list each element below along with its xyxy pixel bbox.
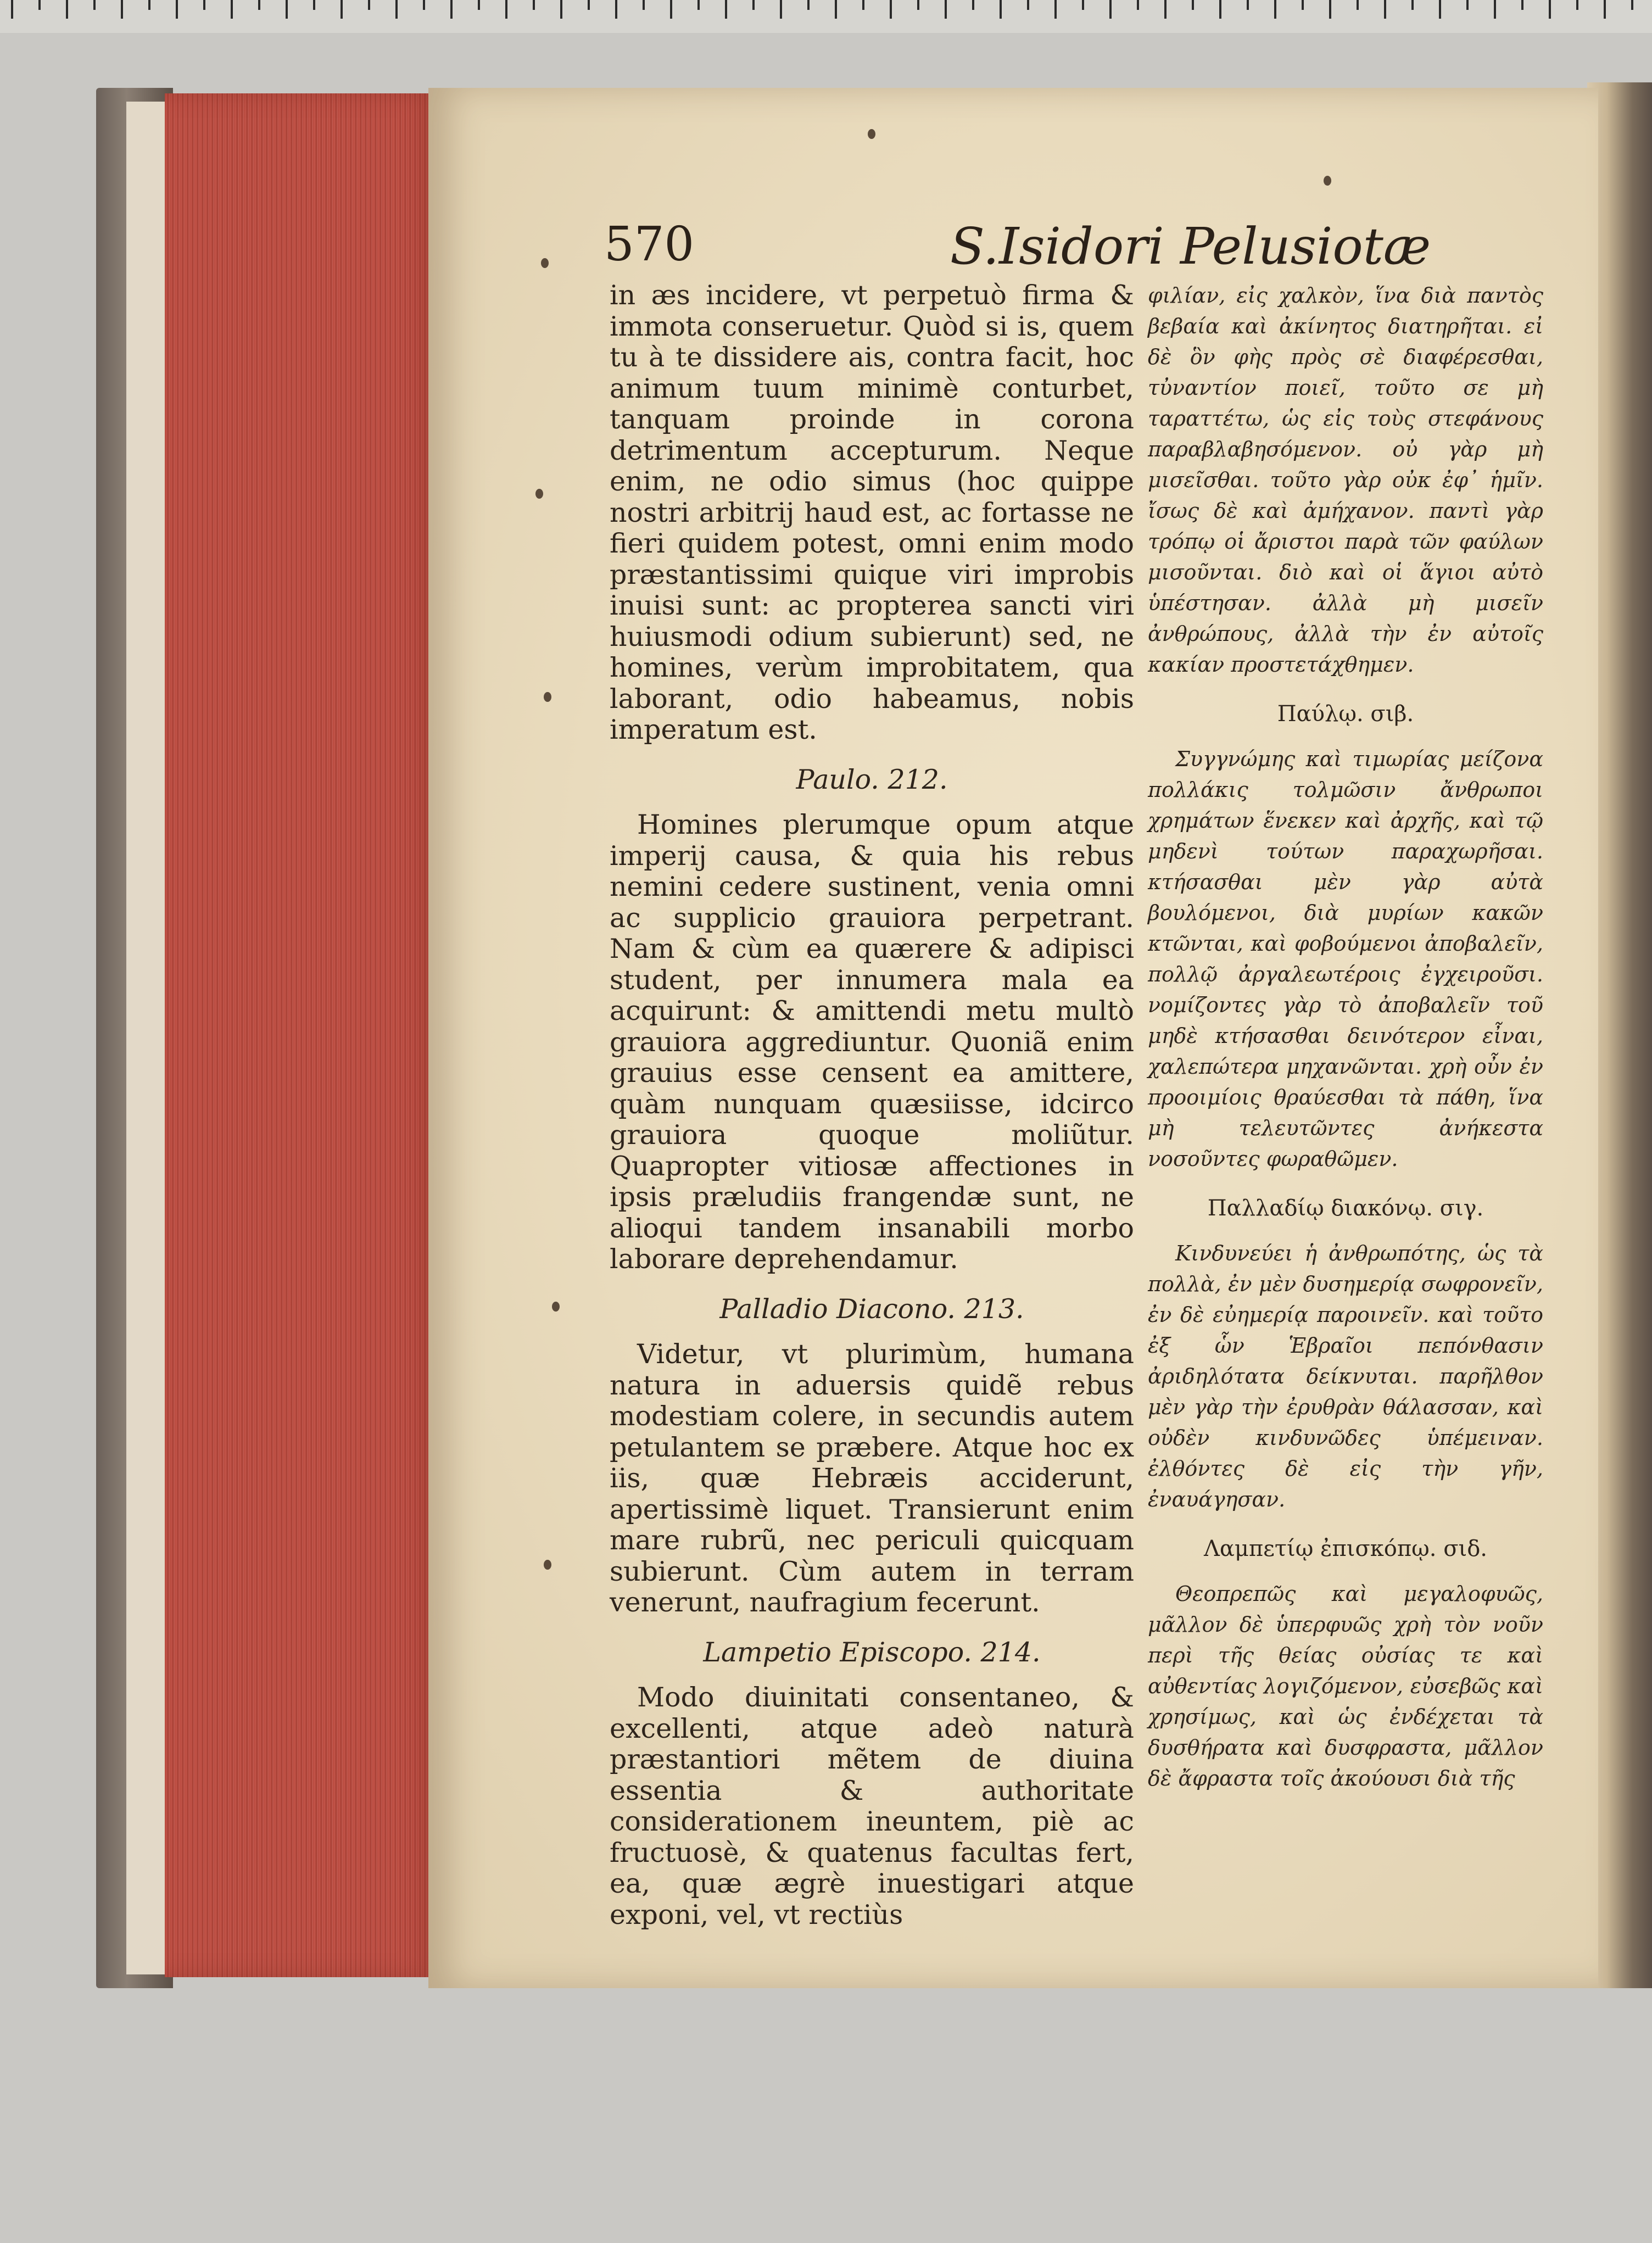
ruler-tick <box>588 0 590 10</box>
ruler-tick <box>1329 0 1331 19</box>
ruler-tick <box>752 0 755 10</box>
ruler-tick <box>423 0 425 10</box>
ruler-tick <box>203 0 205 10</box>
ruler-tick <box>533 0 535 10</box>
ruler-tick <box>66 0 68 19</box>
ruler-tick <box>1631 0 1633 10</box>
ruler-tick <box>1027 0 1029 10</box>
ruler-tick <box>368 0 370 10</box>
ruler-tick <box>725 0 727 19</box>
latin-letter-214: Modo diuinitati consentaneo, & excellenti, atque adeò naturà præstantiori mẽtem de diuina essentia & authoritate considerationem ineuntem, piè ac fructuosè, & quatenus facultas fert, ea, quæ ægrè inuestigari atque exponi, vel, vt rectiùs <box>610 1682 1134 1930</box>
ruler-tick <box>1549 0 1551 19</box>
ruler-tick <box>1604 0 1606 19</box>
red-page-edges <box>165 93 439 1977</box>
ruler-tick <box>450 0 453 19</box>
ruler-tick <box>890 0 892 19</box>
ruler-tick <box>1000 0 1002 19</box>
ruler-tick <box>1357 0 1359 10</box>
ruler-tick <box>11 0 13 19</box>
latin-letter-heading-212: Paulo. 212. <box>796 763 948 795</box>
ruler-tick <box>1192 0 1194 10</box>
ruler-tick <box>231 0 233 19</box>
ruler-tick <box>1082 0 1084 10</box>
ruler-tick <box>560 0 562 19</box>
ruler-tick <box>1137 0 1139 10</box>
greek-letter-214: Θεοπρεπῶς καὶ μεγαλοφυῶς, μᾶλλον δὲ ὑπερφυῶς χρὴ τὸν νοῦν περὶ τῆς θείας οὐσίας τε καὶ αὐθεντίας λογιζόμενον, εὐσεβῶς καὶ χρησίμως, καὶ ὡς ἐνδέχεται τὰ δυσθήρατα καὶ δυσφραστα, μᾶλλον δὲ ἄφραστα τοῖς ἀκούουσι διὰ τῆς <box>1148 1582 1543 1790</box>
page-header <box>604 217 1505 288</box>
ruler-tick <box>643 0 645 10</box>
ruler-tick <box>1494 0 1496 19</box>
latin-letter-212: Homines plerumque opum atque imperij causa, & quia his rebus nemini cedere sustinent, venia omni ac supplicio grauiora perpetrant. Nam & cùm ea quærere & adipisci student, per innumera mala ea acquirunt: & amittendi metu multò grauiora aggrediuntur. Quoniã enim grauius esse censent ea amittere, quàm nunquam quæsiisse, idcirco grauiora quoque moliũtur. Quapropter vitiosæ affectiones in ipsis præludiis frangendæ sunt, ne alioqui tandem insanabili morbo laborare deprehendamur. <box>610 809 1134 1275</box>
ruler-tick <box>1384 0 1386 19</box>
ruler-tick <box>38 0 41 10</box>
ruler-tick <box>1411 0 1414 10</box>
ruler-tick <box>917 0 919 10</box>
ruler-tick <box>615 0 617 19</box>
ruler-tick <box>972 0 974 10</box>
ruler-tick <box>121 0 123 19</box>
ruler-tick <box>670 0 672 19</box>
worm-hole <box>868 129 875 139</box>
ruler-tick <box>148 0 150 10</box>
greek-letter-heading-213: Παλλαδίῳ διακόνῳ. σιγ. <box>1207 1196 1484 1221</box>
latin-letter-heading-214: Lampetio Episcopo. 214. <box>703 1636 1041 1668</box>
greek-column <box>1148 280 1543 1794</box>
ruler-tick <box>945 0 947 19</box>
ruler-tick <box>1109 0 1112 19</box>
ruler-tick <box>1439 0 1441 19</box>
ruler-tick <box>395 0 398 19</box>
ruler-tick <box>835 0 837 19</box>
ruler-tick <box>807 0 810 10</box>
ruler-tick <box>1466 0 1469 10</box>
ruler-tick <box>697 0 700 10</box>
worm-hole <box>541 258 549 268</box>
latin-intro-paragraph: in æs incidere, vt perpetuò firma & immota conseruetur. Quòd si is, quem tu à te dissidere ais, contra facit, hoc animum tuum minimè conturbet, tanquam proinde in corona detrimentum accepturum. Neque enim, ne odio simus (hoc quippe nostri arbitrij haud est, ac fortasse ne fieri quidem potest, omni enim modo præstantissimi quique viri improbis inuisi sunt: ac propterea sancti viri huiusmodi odium subierunt) sed, ne homines, verùm improbitatem, qua laborant, odio habeamus, nobis imperatum est. <box>610 280 1134 745</box>
greek-letter-213: Κινδυνεύει ἡ ἀνθρωπότης, ὡς τὰ πολλὰ, ἐν μὲν δυσημερίᾳ σωφρονεῖν, ἐν δὲ εὐημερίᾳ παροινεῖν. καὶ τοῦτο ἐξ ὧν Ἑβραῖοι πεπόνθασιν ἀριδηλότατα δείκνυται. παρῆλθον μὲν γὰρ τὴν ἐρυθρὰν θάλασσαν, καὶ οὐδὲν κινδυνῶδες ὑπέμειναν. ἐλθόντες δὲ εἰς τὴν γῆν, ἐναυάγησαν. <box>1148 1241 1543 1511</box>
ruler-tick <box>1247 0 1249 10</box>
latin-letter-213: Videtur, vt plurimùm, humana natura in aduersis quidẽ rebus modestiam colere, in secundis autem petulantem se præbere. Atque hoc ex iis, quæ Hebræis acciderunt, apertissimè liquet. Transierunt enim mare rubrũ, nec periculi quicquam subierunt. Cùm autem in terram venerunt, naufragium fecerunt. <box>610 1338 1134 1618</box>
worm-hole <box>552 1302 560 1312</box>
endpaper <box>126 102 170 1974</box>
page-number: 570 <box>604 217 695 272</box>
latin-letter-heading-213: Palladio Diacono. 213. <box>719 1293 1024 1325</box>
ruler-tick <box>478 0 480 10</box>
ruler-tick <box>1054 0 1057 19</box>
ruler-tick <box>862 0 864 10</box>
scale-ruler <box>0 0 1652 33</box>
ruler-tick <box>93 0 96 10</box>
ruler-tick <box>286 0 288 19</box>
latin-column <box>610 280 1134 1930</box>
ruler-tick <box>176 0 178 19</box>
greek-letter-heading-214: Λαμπετίῳ ἐπισκόπῳ. σιδ. <box>1204 1536 1487 1561</box>
ruler-tick <box>313 0 315 10</box>
ruler-tick <box>1302 0 1304 10</box>
ruler-tick <box>258 0 260 10</box>
worm-hole <box>544 692 551 702</box>
running-title: S.Isidori Pelusiotæ <box>950 217 1431 276</box>
greek-letter-212: Συγγνώμης καὶ τιμωρίας μείζονα πολλάκις τολμῶσιν ἄνθρωποι χρημάτων ἕνεκεν καὶ ἀρχῆς, καὶ τῷ μηδενὶ τούτων παραχωρῆσαι. κτήσασθαι μὲν γὰρ αὐτὰ βουλόμενοι, διὰ μυρίων κακῶν κτῶνται, καὶ φοβούμενοι ἀποβαλεῖν, πολλῷ ἀργαλεωτέροις ἐγχειροῦσι. νομίζοντες γὰρ τὸ ἀποβαλεῖν τοῦ μηδὲ κτήσασθαι δεινότερον εἶναι, χαλεπώτερα μηχανῶνται. χρὴ οὖν ἐν προοιμίοις θραύεσθαι τὰ πάθη, ἵνα μὴ τελευτῶντες ἀνήκεστα νοσοῦντες φωραθῶμεν. <box>1148 747 1543 1171</box>
greek-intro-paragraph: φιλίαν, εἰς χαλκὸν, ἵνα διὰ παντὸς βεβαία καὶ ἀκίνητος διατηρῆται. εἰ δὲ ὃν φὴς πρὸς σὲ διαφέρεσθαι, τὐναντίον ποιεῖ, τοῦτο σε μὴ ταραττέτω, ὡς εἰς τοὺς στεφάνους παραβλαβησόμενον. οὐ γὰρ μὴ μισεῖσθαι. τοῦτο γὰρ οὐκ ἐφ᾽ ἡμῖν. ἴσως δὲ καὶ ἀμήχανον. παντὶ γὰρ τρόπῳ οἱ ἄριστοι παρὰ τῶν φαύλων μισοῦνται. διὸ καὶ οἱ ἅγιοι αὐτὸ ὑπέστησαν. ἀλλὰ μὴ μισεῖν ἀνθρώπους, ἀλλὰ τὴν ἐν αὐτοῖς κακίαν προστετάχθημεν. <box>1148 283 1543 677</box>
ruler-tick <box>780 0 782 19</box>
ruler-tick <box>1164 0 1167 19</box>
ruler-tick <box>1521 0 1523 10</box>
worm-hole <box>544 1560 551 1570</box>
ruler-tick <box>1274 0 1276 19</box>
worm-hole <box>535 489 543 499</box>
ruler-tick <box>341 0 343 19</box>
ruler-tick <box>1576 0 1578 10</box>
ruler-tick <box>505 0 507 19</box>
greek-letter-heading-212: Παύλῳ. σιβ. <box>1277 701 1414 727</box>
ruler-tick <box>1219 0 1221 19</box>
worm-hole <box>1324 176 1331 186</box>
